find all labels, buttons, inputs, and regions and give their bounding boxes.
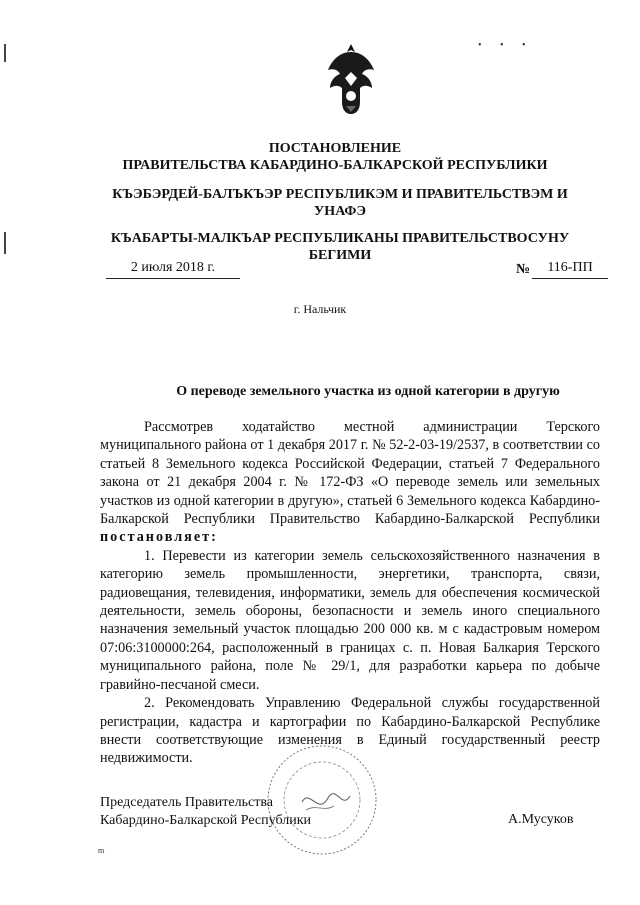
document-date: 2 июля 2018 г. [106,260,240,279]
item-1-paragraph: 1. Перевести из категории земель сельскохозяйственного назначения в категорию земель промышленности, энергетики, транспорта, связи, радиовещания, телевидения, информатики, земель для обеспечения космической деятельности, земель обороны, безопасности и земель иного специального назначения земельный участок площадью 200 000 кв. м с кадастровым номером 07:06:3100000:264, расположенный в границах с. п. Новая Балкария Терского муниципального района, поле № 29/1, для разработки карьера по добыче гравийно-песчаной смеси. [100,547,600,693]
balkar-header [40,230,640,264]
kabardian-header [40,186,640,220]
document-number: 116-ПП [532,260,608,279]
intro-text: Рассмотрев ходатайство местной администрации Терского муниципального района от 1 декабря 2017 г. № 52-2-03-19/2537, в соответствии со статьей 8 Земельного кодекса Российской Федерации, статьей 7 Федерального закона от 21 декабря 2004 г. № 172-ФЗ «О переводе земель или земельных участков из одной категории в другую», статьей 6 Земельного кодекса Кабардино-Балкарской Республики Правительство Кабардино-Балкарской Республики [100,419,600,528]
scan-dots: • • • [478,40,534,51]
footer-mark: m [98,846,105,855]
coat-of-arms-emblem [326,42,376,116]
signatory-name: А.Мусуков [508,812,574,827]
document-title: О переводе земельного участка из одной категории в другую [176,384,560,399]
position-line: Кабардино-Балкарской Республики [100,813,311,828]
header-line: КЪЭБЭРДЕЙ-БАЛЪКЪЭР РЕСПУБЛИКЭМ И ПРАВИТЕЛЬСТВЭМ И [112,187,568,202]
header-line: УНАФЭ [314,204,366,219]
header-line: ПОСТАНОВЛЕНИЕ [268,141,402,156]
document-body [100,418,600,768]
scan-edge-mark [4,232,6,254]
header-line: ПРАВИТЕЛЬСТВА КАБАРДИНО-БАЛКАРСКОЙ РЕСПУБЛИКИ [122,158,548,173]
signatory-position [100,794,311,830]
decree-word: постановляет: [100,529,218,546]
item-2-paragraph: 2. Рекомендовать Управлению Федеральной службы государственной регистрации, кадастра и картографии по Кабардино-Балкарской Республике внести соответствующие изменения в Единый государственный реестр недвижимости. [100,695,600,767]
number-label: № [516,262,531,277]
header-line: КЪАБАРТЫ-МАЛКЪАР РЕСПУБЛИКАНЫ ПРАВИТЕЛЬСТВОСУНУ [110,231,570,246]
city: г. Нальчик [293,302,347,316]
intro-paragraph [100,418,600,547]
position-line: Председатель Правительства [100,795,273,810]
document-header [30,140,640,174]
header-line: БЕГИМИ [308,248,372,263]
scan-edge-mark [4,44,6,62]
